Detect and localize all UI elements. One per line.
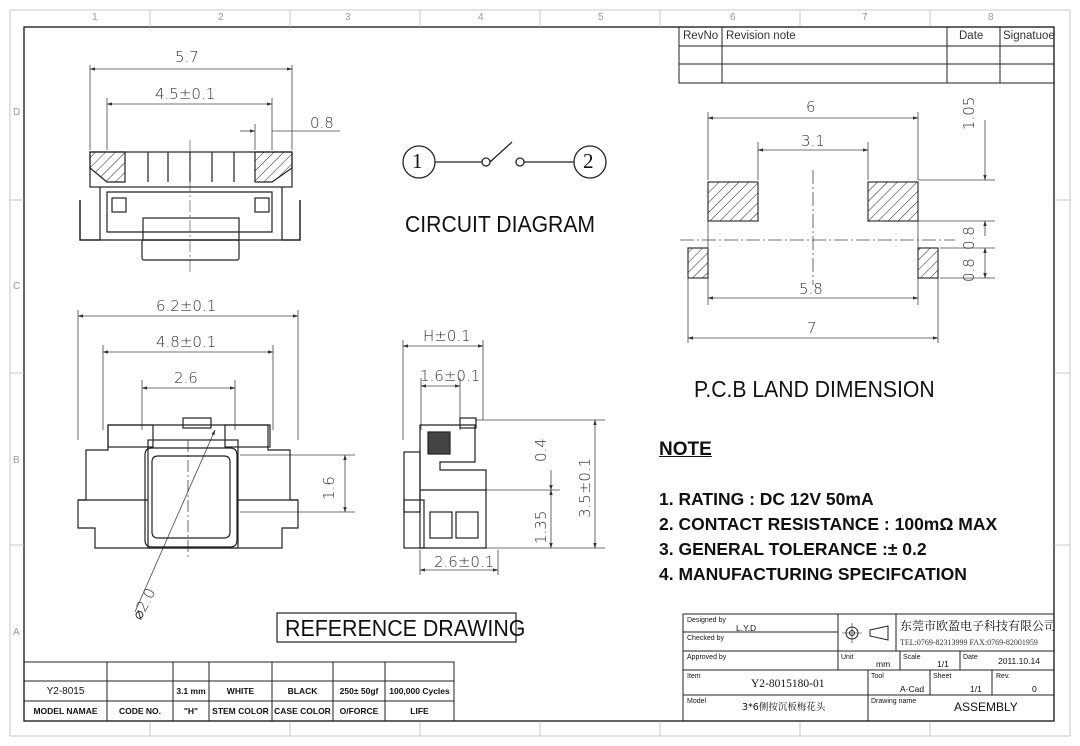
spec-stem-color: WHITE (226, 686, 255, 696)
reference-drawing-label: REFERENCE DRAWING (285, 615, 526, 641)
tb-sheet-value: 1/1 (970, 684, 982, 694)
pcb-land-drawing (680, 112, 995, 343)
tb-date-label: Date (963, 654, 978, 661)
tb-model-label: Model (687, 698, 707, 705)
dim-front-stem: 1.6±0.1 (420, 367, 481, 385)
dim-pcb-width: 6 (806, 98, 816, 116)
dim-front-top: 0.4 (532, 438, 550, 462)
dim-pcb-small1: 0.8 (960, 226, 978, 250)
tb-designed-value: L.Y.D (736, 623, 757, 633)
spec-label-model: MODEL NAMAE (33, 706, 98, 716)
tb-tool-label: Tool (871, 673, 884, 680)
note-item-1: 1. RATING : DC 12V 50mA (659, 489, 874, 509)
dim-front-h: H±0.1 (423, 327, 471, 345)
tb-checked-label: Checked by (687, 635, 724, 642)
projection-symbol (842, 623, 888, 643)
grid-col-7: 7 (862, 12, 868, 23)
spec-label-stem-color: STEM COLOR (212, 706, 269, 716)
note-item-4: 4. MANUFACTURING SPECIFCATION (659, 564, 967, 584)
dim-top-diameter: ⌀2.0 (128, 585, 160, 623)
spec-h: 3.1 mm (176, 686, 206, 696)
dim-pcb-height: 1.05 (960, 96, 978, 130)
tb-approved-label: Approved by (687, 654, 727, 661)
dim-top-inner: 4.8±0.1 (156, 333, 217, 351)
spec-code (107, 681, 173, 701)
dim-side-inner-width: 4.5±0.1 (155, 85, 216, 103)
rev-header-note: Revision note (726, 30, 796, 42)
grid-col-5: 5 (598, 12, 604, 23)
tb-contact: TEL:0769-82313999 FAX:0769-82001959 (900, 638, 1038, 647)
dim-front-depth: 2.6±0.1 (434, 553, 495, 571)
tb-rev-value: 0 (1032, 684, 1037, 694)
note-item-2: 2. CONTACT RESISTANCE : 100mΩ MAX (659, 514, 998, 534)
dim-top-stem: 2.6 (174, 369, 198, 387)
grid-col-4: 4 (478, 12, 484, 23)
tb-unit-value: mm (876, 659, 891, 669)
tb-designed-label: Designed by (687, 617, 726, 624)
rev-header-revno: RevNo (683, 30, 719, 42)
grid-row-c: C (13, 281, 21, 292)
dim-front-total: 3.5±0.1 (576, 457, 594, 518)
grid-col-2: 2 (218, 12, 224, 23)
tb-drawing-name-label: Drawing name (871, 698, 917, 705)
spec-life: 100,000 Cycles (389, 686, 450, 696)
spec-label-force: O/FORCE (339, 706, 379, 716)
tb-item-value: Y2-8015180-01 (751, 678, 825, 690)
top-view-drawing (78, 310, 355, 612)
tb-tool-value: A-Cad (900, 684, 925, 694)
tb-drawing-name-value: ASSEMBLY (954, 700, 1018, 714)
circuit-diagram (403, 142, 606, 178)
tb-item-label: Item (687, 673, 701, 680)
grid-col-8: 8 (988, 12, 994, 23)
circuit-diagram-title: CIRCUIT DIAGRAM (405, 211, 596, 237)
spec-model: Y2-8015 (46, 685, 85, 697)
circuit-node-2: 2 (583, 149, 594, 173)
rev-header-signature: Signatuoe (1003, 30, 1055, 42)
dim-side-edge: 0.8 (310, 114, 334, 132)
dim-pcb-gap: 3.1 (801, 132, 825, 150)
spec-case-color: BLACK (287, 686, 318, 696)
rev-header-date: Date (959, 30, 984, 42)
grid-row-a: A (13, 627, 20, 638)
dim-top-width: 6.2±0.1 (156, 297, 217, 315)
dim-top-height: 1.6 (320, 476, 338, 500)
tb-company: 东莞市欧盈电子科技有限公司 (900, 619, 1057, 633)
grid-col-3: 3 (345, 12, 351, 23)
spec-label-code: CODE NO. (118, 706, 162, 716)
pcb-land-title: P.C.B LAND DIMENSION (694, 376, 935, 402)
dim-front-base: 1.35 (532, 510, 550, 544)
tb-unit-label: Unit (841, 654, 854, 661)
note-item-3: 3. GENERAL TOLERANCE :± 0.2 (659, 539, 927, 559)
tb-scale-label: Scale (903, 654, 921, 661)
tb-sheet-label: Sheet (933, 673, 952, 680)
spec-force: 250± 50gf (339, 686, 379, 696)
grid-col-6: 6 (730, 12, 736, 23)
grid-row-b: B (13, 455, 20, 466)
spec-label-case-color: CASE COLOR (274, 706, 331, 716)
dim-pcb-small2: 0.8 (960, 258, 978, 282)
grid-col-1: 1 (92, 12, 98, 23)
tb-date-value: 2011.10.14 (998, 656, 1040, 666)
dim-pcb-outer: 7 (807, 319, 817, 337)
tb-scale-value: 1/1 (937, 659, 949, 669)
spec-label-h: "H" (183, 706, 199, 716)
tb-rev-label: Rev. (996, 673, 1010, 680)
dim-side-width: 5.7 (175, 48, 199, 66)
note-title: NOTE (659, 439, 712, 460)
spec-label-life: LIFE (410, 706, 429, 716)
grid-row-d: D (13, 107, 21, 118)
tb-model-value: 3*6侧按沉板梅花头 (742, 702, 826, 713)
dim-pcb-inner: 5.8 (799, 280, 823, 298)
circuit-node-1: 1 (412, 149, 423, 173)
